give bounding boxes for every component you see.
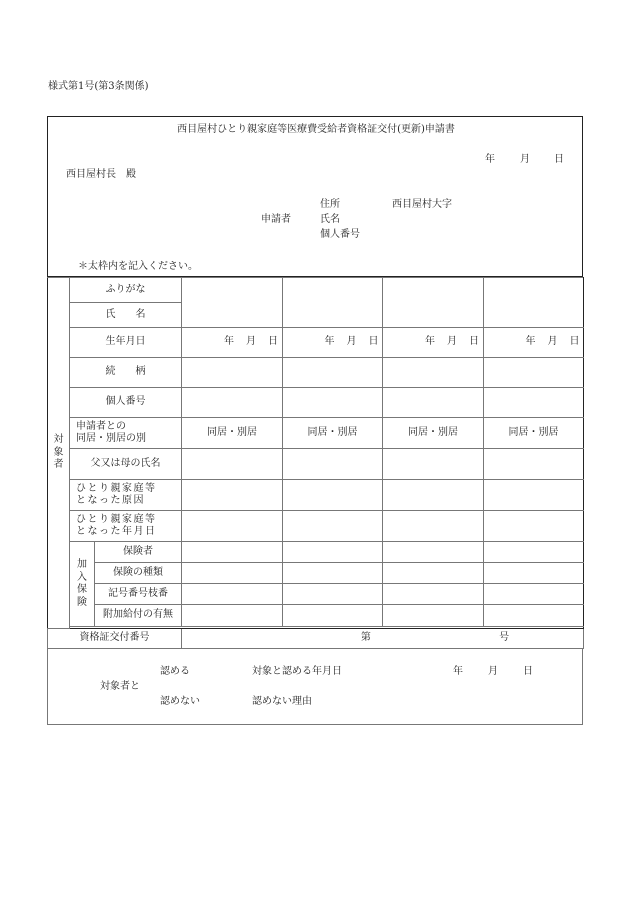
- instruction-note: ＊太枠内を記入ください。: [78, 261, 198, 272]
- birth-cell[interactable]: 年 月 日: [182, 328, 283, 358]
- name-cell[interactable]: [182, 278, 283, 328]
- reason-cell[interactable]: [182, 480, 283, 511]
- relation-cell[interactable]: [182, 358, 283, 388]
- reason-cell[interactable]: [383, 480, 484, 511]
- insurance-number-cell[interactable]: [383, 584, 484, 605]
- insurance-number-cell[interactable]: [182, 584, 283, 605]
- extra-benefit-cell[interactable]: [283, 605, 383, 627]
- relation-cell[interactable]: [484, 358, 584, 388]
- birth-label: 生年月日: [70, 328, 182, 358]
- since-label: ひとり親家庭等 となった年月日: [70, 511, 182, 542]
- id-label: 個人番号: [70, 388, 182, 418]
- parent-name-cell[interactable]: [484, 449, 584, 480]
- birth-cell[interactable]: 年 月 日: [484, 328, 584, 358]
- form-label: 様式第1号(第3条関係): [48, 81, 149, 92]
- address-value[interactable]: 西目屋村大字: [392, 199, 452, 210]
- approve-year: 年: [453, 666, 463, 677]
- date-month: 月: [520, 154, 530, 165]
- insurer-label: 保険者: [95, 542, 182, 563]
- since-cell[interactable]: [484, 511, 584, 542]
- extra-benefit-cell[interactable]: [484, 605, 584, 627]
- insurance-number-cell[interactable]: [283, 584, 383, 605]
- insurance-type-cell[interactable]: [383, 563, 484, 584]
- parent-name-cell[interactable]: [383, 449, 484, 480]
- deny-reason-label: 認めない理由: [252, 696, 312, 707]
- cohab-label: 申請者との 同居・別居の別: [70, 418, 182, 449]
- birth-cell[interactable]: 年 月 日: [283, 328, 383, 358]
- since-cell[interactable]: [182, 511, 283, 542]
- applicant-label: 申請者: [261, 214, 291, 225]
- decision-box: [47, 649, 583, 725]
- parent-name-cell[interactable]: [182, 449, 283, 480]
- approve-day: 日: [523, 666, 533, 677]
- since-cell[interactable]: [283, 511, 383, 542]
- date-year: 年: [485, 154, 495, 165]
- since-cell[interactable]: [383, 511, 484, 542]
- insurer-cell[interactable]: [182, 542, 283, 563]
- reason-label: ひとり親家庭等 となった原因: [70, 480, 182, 511]
- cert-number-label: 資格証交付番号: [48, 629, 182, 649]
- date-day: 日: [554, 154, 564, 165]
- insurance-type-label: 保険の種類: [95, 563, 182, 584]
- id-cell[interactable]: [383, 388, 484, 418]
- cohab-cell[interactable]: 同居・別居: [484, 418, 584, 449]
- name-label: 氏 名: [70, 303, 182, 328]
- addressee: 西目屋村長 殿: [66, 169, 136, 180]
- relation-cell[interactable]: [383, 358, 484, 388]
- parent-name-label: 父又は母の氏名: [70, 449, 182, 480]
- insurance-number-label: 記号番号枝番: [95, 584, 182, 605]
- deny-option[interactable]: 認めない: [160, 696, 200, 707]
- approve-month: 月: [488, 666, 498, 677]
- approve-date-label: 対象と認める年月日: [252, 666, 342, 677]
- extra-benefit-cell[interactable]: [383, 605, 484, 627]
- name-cell[interactable]: [283, 278, 383, 328]
- subject-label: 対 象 者: [48, 278, 70, 629]
- furigana-label: ふりがな: [70, 278, 182, 303]
- insurance-type-cell[interactable]: [283, 563, 383, 584]
- applicant-id-label: 個人番号: [320, 229, 360, 240]
- cohab-cell[interactable]: 同居・別居: [383, 418, 484, 449]
- birth-cell[interactable]: 年 月 日: [383, 328, 484, 358]
- name-cell[interactable]: [484, 278, 584, 328]
- form-title: 西目屋村ひとり親家庭等医療費受給者資格証交付(更新)申請書: [177, 124, 455, 135]
- insurer-cell[interactable]: [283, 542, 383, 563]
- reason-cell[interactable]: [283, 480, 383, 511]
- cohab-cell[interactable]: 同居・別居: [182, 418, 283, 449]
- id-cell[interactable]: [484, 388, 584, 418]
- insurance-type-cell[interactable]: [484, 563, 584, 584]
- relation-cell[interactable]: [283, 358, 383, 388]
- extra-benefit-label: 附加給付の有無: [95, 605, 182, 627]
- address-label: 住所: [320, 199, 340, 210]
- id-cell[interactable]: [182, 388, 283, 418]
- cohab-cell[interactable]: 同居・別居: [283, 418, 383, 449]
- cert-number-cell[interactable]: 第 号: [182, 629, 584, 649]
- parent-name-cell[interactable]: [283, 449, 383, 480]
- approve-option[interactable]: 認める: [160, 666, 190, 677]
- extra-benefit-cell[interactable]: [182, 605, 283, 627]
- application-header: [47, 116, 583, 277]
- subject-table: [47, 277, 584, 649]
- insurance-type-cell[interactable]: [182, 563, 283, 584]
- insurance-number-cell[interactable]: [484, 584, 584, 605]
- insurer-cell[interactable]: [383, 542, 484, 563]
- relation-label: 続 柄: [70, 358, 182, 388]
- decision-subject: 対象者と: [100, 681, 140, 692]
- insurance-label: 加 入 保 険: [70, 542, 95, 627]
- reason-cell[interactable]: [484, 480, 584, 511]
- name-cell[interactable]: [383, 278, 484, 328]
- insurer-cell[interactable]: [484, 542, 584, 563]
- id-cell[interactable]: [283, 388, 383, 418]
- applicant-name-label: 氏名: [320, 214, 340, 225]
